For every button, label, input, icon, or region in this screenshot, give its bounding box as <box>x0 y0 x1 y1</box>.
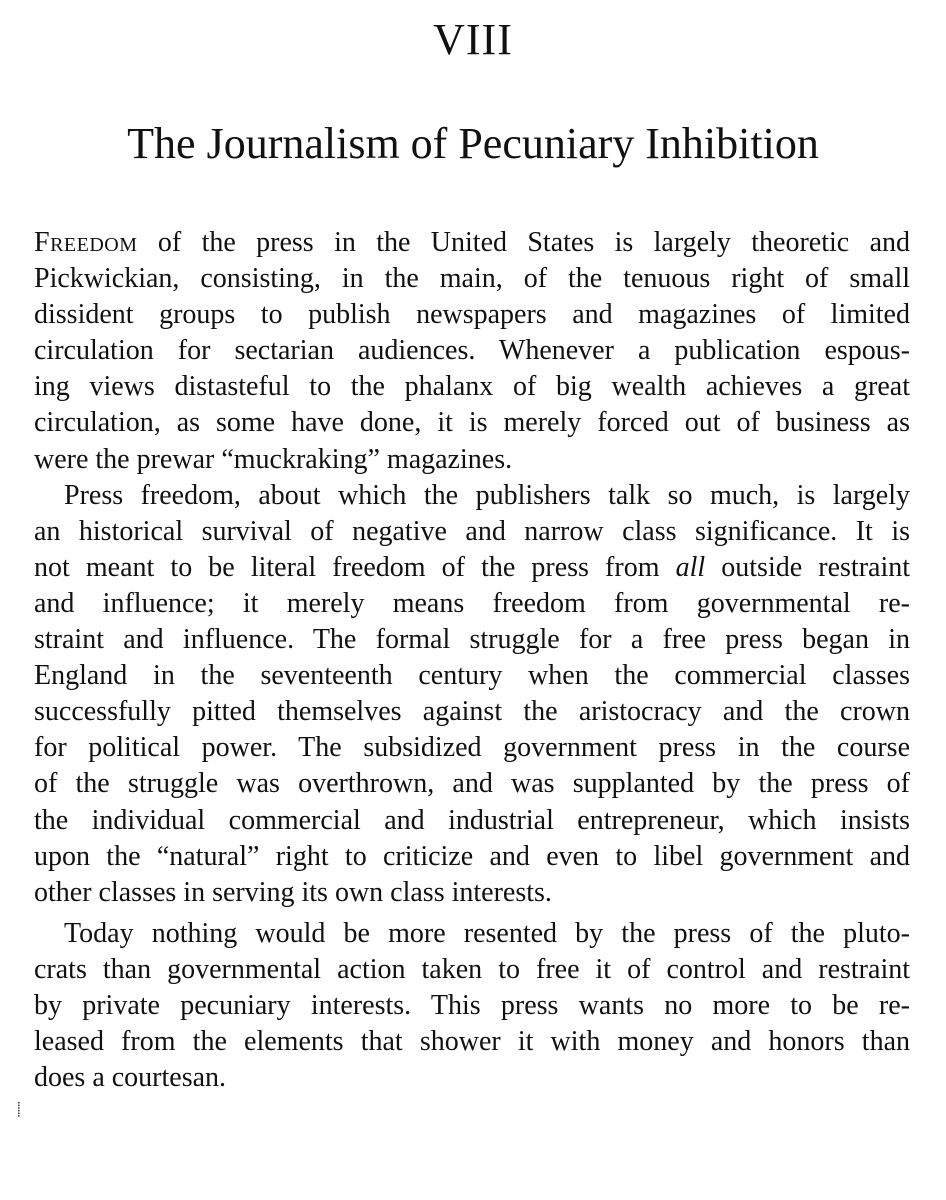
text-line <box>34 550 910 586</box>
text-line: circulation for sectarian audiences. Whenever a publication espous- <box>34 335 910 367</box>
chapter-number: VIII <box>433 15 513 64</box>
text-line: successfully pitted themselves against the aristocracy and the crown <box>34 696 910 728</box>
text-line: and influence; it merely means freedom from governmental re- <box>34 587 910 619</box>
text-line: straint and influence. The formal struggle for a free press began in <box>34 624 910 656</box>
line-text: of the press in the United States is largely theoretic and <box>137 227 910 258</box>
text-line: dissident groups to publish newspapers and magazines of limited <box>34 299 910 331</box>
text-line <box>34 225 910 261</box>
paragraph-3 <box>34 916 910 1096</box>
text-line: for political power. The subsidized government press in the course <box>34 732 910 764</box>
text-line: of the struggle was overthrown, and was supplanted by the press of <box>34 768 910 800</box>
text-line: other classes in serving its own class interests. <box>34 876 552 908</box>
text-line: leased from the elements that shower it with money and honors than <box>34 1026 910 1058</box>
lead-word: Freedom <box>34 227 138 258</box>
text-line: an historical survival of negative and narrow class significance. It is <box>34 515 910 547</box>
text-line: Today nothing would be more resented by the press of the pluto- <box>64 917 910 949</box>
text-line: does a courtesan. <box>34 1062 227 1094</box>
chapter-title: The Journalism of Pecuniary Inhibition <box>127 119 819 168</box>
text-line: the individual commercial and industrial entrepreneur, which insists <box>34 804 910 836</box>
text-line: upon the “natural” right to criticize and even to libel government and <box>34 840 910 872</box>
text-line: ing views distasteful to the phalanx of big wealth achieves a great <box>34 371 910 403</box>
text-line: Pickwickian, consisting, in the main, of the tenuous right of small <box>34 263 910 295</box>
emphasis-text: all <box>675 551 706 583</box>
paragraph-2 <box>34 478 910 911</box>
body-text <box>34 225 910 1096</box>
paragraph-1 <box>34 225 910 478</box>
text-line: by private pecuniary interests. This press wants no more to be re- <box>34 989 910 1021</box>
text-line: were the prewar “muckraking” magazines. <box>34 443 513 475</box>
text-line: circulation, as some have done, it is merely forced out of business as <box>34 407 910 439</box>
text-line: crats than governmental action taken to free it of control and restraint <box>34 953 910 985</box>
text-line: England in the seventeenth century when the commercial classes <box>34 660 910 692</box>
line-text: outside restraint <box>705 551 910 583</box>
margin-speck: ⸽ <box>17 1103 21 1118</box>
text-line: Press freedom, about which the publishers talk so much, is largely <box>64 479 910 511</box>
line-text: not meant to be literal freedom of the press from <box>34 551 676 583</box>
